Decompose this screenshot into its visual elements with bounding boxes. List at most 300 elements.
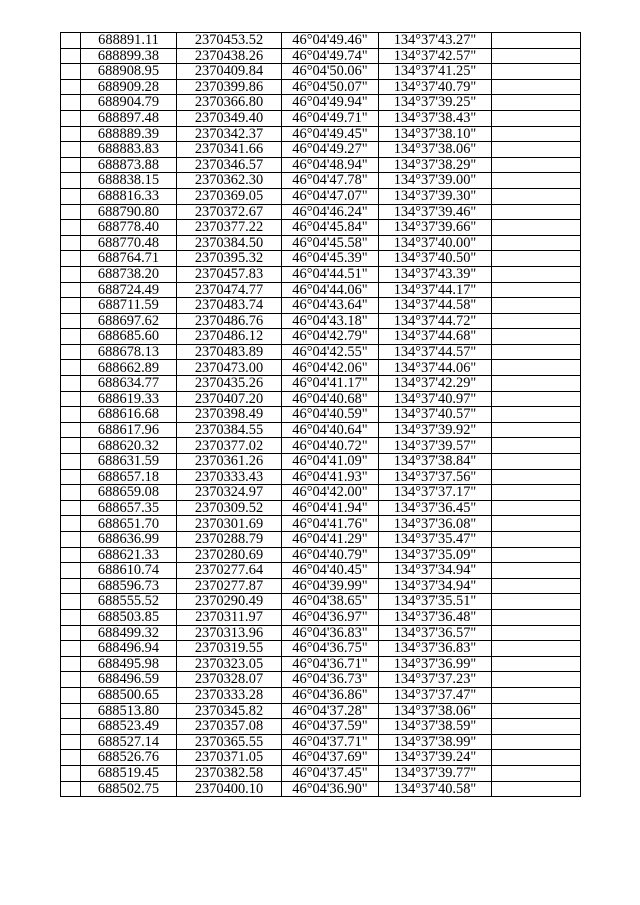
- longitude-cell: 134°37'35.51": [379, 594, 492, 610]
- y-coordinate-cell: 2370333.28: [177, 687, 282, 703]
- blank-trailing-cell: [492, 781, 581, 797]
- blank-trailing-cell: [492, 703, 581, 719]
- blank-trailing-cell: [492, 687, 581, 703]
- blank-trailing-cell: [492, 500, 581, 516]
- blank-trailing-cell: [492, 578, 581, 594]
- table-row: [61, 251, 581, 267]
- longitude-cell: 134°37'36.83": [379, 641, 492, 657]
- blank-leading-cell: [61, 95, 81, 111]
- table-row: [61, 313, 581, 329]
- latitude-cell: 46°04'37.59": [282, 719, 379, 735]
- blank-trailing-cell: [492, 594, 581, 610]
- blank-trailing-cell: [492, 157, 581, 173]
- latitude-cell: 46°04'49.27": [282, 142, 379, 158]
- table-row: [61, 110, 581, 126]
- latitude-cell: 46°04'40.79": [282, 547, 379, 563]
- latitude-cell: 46°04'40.72": [282, 438, 379, 454]
- longitude-cell: 134°37'39.57": [379, 438, 492, 454]
- table-row: [61, 33, 581, 49]
- longitude-cell: 134°37'34.94": [379, 563, 492, 579]
- table-row: [61, 734, 581, 750]
- longitude-cell: 134°37'44.57": [379, 344, 492, 360]
- y-coordinate-cell: 2370280.69: [177, 547, 282, 563]
- y-coordinate-cell: 2370345.82: [177, 703, 282, 719]
- y-coordinate-cell: 2370384.50: [177, 235, 282, 251]
- x-coordinate-cell: 688500.65: [81, 687, 177, 703]
- table-row: [61, 376, 581, 392]
- blank-leading-cell: [61, 454, 81, 470]
- latitude-cell: 46°04'49.94": [282, 95, 379, 111]
- latitude-cell: 46°04'36.86": [282, 687, 379, 703]
- x-coordinate-cell: 688527.14: [81, 734, 177, 750]
- y-coordinate-cell: 2370369.05: [177, 188, 282, 204]
- blank-trailing-cell: [492, 329, 581, 345]
- longitude-cell: 134°37'38.06": [379, 142, 492, 158]
- x-coordinate-cell: 688889.39: [81, 126, 177, 142]
- y-coordinate-cell: 2370377.02: [177, 438, 282, 454]
- table-row: [61, 500, 581, 516]
- longitude-cell: 134°37'44.06": [379, 360, 492, 376]
- blank-leading-cell: [61, 422, 81, 438]
- table-row: [61, 578, 581, 594]
- y-coordinate-cell: 2370309.52: [177, 500, 282, 516]
- x-coordinate-cell: 688620.32: [81, 438, 177, 454]
- latitude-cell: 46°04'48.94": [282, 157, 379, 173]
- blank-leading-cell: [61, 578, 81, 594]
- y-coordinate-cell: 2370313.96: [177, 625, 282, 641]
- y-coordinate-cell: 2370365.55: [177, 734, 282, 750]
- y-coordinate-cell: 2370319.55: [177, 641, 282, 657]
- x-coordinate-cell: 688555.52: [81, 594, 177, 610]
- y-coordinate-cell: 2370323.05: [177, 656, 282, 672]
- blank-leading-cell: [61, 173, 81, 189]
- latitude-cell: 46°04'40.64": [282, 422, 379, 438]
- blank-leading-cell: [61, 734, 81, 750]
- x-coordinate-cell: 688790.80: [81, 204, 177, 220]
- y-coordinate-cell: 2370486.76: [177, 313, 282, 329]
- y-coordinate-cell: 2370342.37: [177, 126, 282, 142]
- longitude-cell: 134°37'38.29": [379, 157, 492, 173]
- blank-leading-cell: [61, 110, 81, 126]
- blank-leading-cell: [61, 516, 81, 532]
- blank-trailing-cell: [492, 454, 581, 470]
- x-coordinate-cell: 688526.76: [81, 750, 177, 766]
- x-coordinate-cell: 688904.79: [81, 95, 177, 111]
- latitude-cell: 46°04'42.06": [282, 360, 379, 376]
- longitude-cell: 134°37'40.79": [379, 79, 492, 95]
- blank-leading-cell: [61, 282, 81, 298]
- x-coordinate-cell: 688619.33: [81, 391, 177, 407]
- latitude-cell: 46°04'41.09": [282, 454, 379, 470]
- table-row: [61, 438, 581, 454]
- table-row: [61, 360, 581, 376]
- x-coordinate-cell: 688909.28: [81, 79, 177, 95]
- x-coordinate-cell: 688617.96: [81, 422, 177, 438]
- x-coordinate-cell: 688873.88: [81, 157, 177, 173]
- longitude-cell: 134°37'35.47": [379, 532, 492, 548]
- latitude-cell: 46°04'36.73": [282, 672, 379, 688]
- blank-leading-cell: [61, 781, 81, 797]
- blank-trailing-cell: [492, 469, 581, 485]
- table-row: [61, 329, 581, 345]
- longitude-cell: 134°37'42.57": [379, 48, 492, 64]
- coordinates-table: [60, 32, 581, 797]
- longitude-cell: 134°37'39.30": [379, 188, 492, 204]
- table-row: [61, 282, 581, 298]
- longitude-cell: 134°37'37.56": [379, 469, 492, 485]
- latitude-cell: 46°04'36.75": [282, 641, 379, 657]
- table-row: [61, 703, 581, 719]
- latitude-cell: 46°04'36.97": [282, 609, 379, 625]
- table-row: [61, 95, 581, 111]
- latitude-cell: 46°04'45.84": [282, 220, 379, 236]
- longitude-cell: 134°37'43.39": [379, 266, 492, 282]
- x-coordinate-cell: 688764.71: [81, 251, 177, 267]
- blank-trailing-cell: [492, 266, 581, 282]
- longitude-cell: 134°37'43.27": [379, 33, 492, 49]
- longitude-cell: 134°37'37.47": [379, 687, 492, 703]
- blank-trailing-cell: [492, 532, 581, 548]
- longitude-cell: 134°37'40.57": [379, 407, 492, 423]
- longitude-cell: 134°37'36.45": [379, 500, 492, 516]
- table-row: [61, 235, 581, 251]
- x-coordinate-cell: 688899.38: [81, 48, 177, 64]
- y-coordinate-cell: 2370377.22: [177, 220, 282, 236]
- x-coordinate-cell: 688662.89: [81, 360, 177, 376]
- x-coordinate-cell: 688838.15: [81, 173, 177, 189]
- blank-trailing-cell: [492, 547, 581, 563]
- x-coordinate-cell: 688496.94: [81, 641, 177, 657]
- blank-trailing-cell: [492, 719, 581, 735]
- blank-leading-cell: [61, 344, 81, 360]
- longitude-cell: 134°37'39.24": [379, 750, 492, 766]
- latitude-cell: 46°04'43.64": [282, 298, 379, 314]
- y-coordinate-cell: 2370311.97: [177, 609, 282, 625]
- x-coordinate-cell: 688502.75: [81, 781, 177, 797]
- latitude-cell: 46°04'43.18": [282, 313, 379, 329]
- blank-leading-cell: [61, 376, 81, 392]
- y-coordinate-cell: 2370384.55: [177, 422, 282, 438]
- blank-leading-cell: [61, 687, 81, 703]
- longitude-cell: 134°37'38.06": [379, 703, 492, 719]
- x-coordinate-cell: 688616.68: [81, 407, 177, 423]
- longitude-cell: 134°37'38.10": [379, 126, 492, 142]
- table-row: [61, 594, 581, 610]
- latitude-cell: 46°04'49.46": [282, 33, 379, 49]
- table-row: [61, 48, 581, 64]
- y-coordinate-cell: 2370361.26: [177, 454, 282, 470]
- x-coordinate-cell: 688636.99: [81, 532, 177, 548]
- table-row: [61, 454, 581, 470]
- y-coordinate-cell: 2370473.00: [177, 360, 282, 376]
- blank-trailing-cell: [492, 110, 581, 126]
- blank-trailing-cell: [492, 516, 581, 532]
- x-coordinate-cell: 688657.35: [81, 500, 177, 516]
- table-row: [61, 188, 581, 204]
- blank-trailing-cell: [492, 235, 581, 251]
- y-coordinate-cell: 2370277.64: [177, 563, 282, 579]
- latitude-cell: 46°04'36.90": [282, 781, 379, 797]
- y-coordinate-cell: 2370372.67: [177, 204, 282, 220]
- blank-leading-cell: [61, 188, 81, 204]
- x-coordinate-cell: 688631.59: [81, 454, 177, 470]
- blank-leading-cell: [61, 656, 81, 672]
- x-coordinate-cell: 688499.32: [81, 625, 177, 641]
- blank-leading-cell: [61, 204, 81, 220]
- blank-trailing-cell: [492, 79, 581, 95]
- table-row: [61, 563, 581, 579]
- y-coordinate-cell: 2370346.57: [177, 157, 282, 173]
- blank-leading-cell: [61, 609, 81, 625]
- longitude-cell: 134°37'42.29": [379, 376, 492, 392]
- blank-leading-cell: [61, 672, 81, 688]
- latitude-cell: 46°04'37.71": [282, 734, 379, 750]
- table-row: [61, 625, 581, 641]
- blank-trailing-cell: [492, 313, 581, 329]
- x-coordinate-cell: 688621.33: [81, 547, 177, 563]
- x-coordinate-cell: 688651.70: [81, 516, 177, 532]
- latitude-cell: 46°04'37.69": [282, 750, 379, 766]
- blank-leading-cell: [61, 266, 81, 282]
- blank-trailing-cell: [492, 765, 581, 781]
- latitude-cell: 46°04'49.74": [282, 48, 379, 64]
- table-row: [61, 547, 581, 563]
- table-row: [61, 719, 581, 735]
- y-coordinate-cell: 2370398.49: [177, 407, 282, 423]
- blank-trailing-cell: [492, 641, 581, 657]
- blank-leading-cell: [61, 641, 81, 657]
- blank-trailing-cell: [492, 251, 581, 267]
- blank-trailing-cell: [492, 95, 581, 111]
- longitude-cell: 134°37'36.57": [379, 625, 492, 641]
- blank-leading-cell: [61, 750, 81, 766]
- longitude-cell: 134°37'37.23": [379, 672, 492, 688]
- latitude-cell: 46°04'47.07": [282, 188, 379, 204]
- x-coordinate-cell: 688523.49: [81, 719, 177, 735]
- blank-trailing-cell: [492, 64, 581, 80]
- table-row: [61, 173, 581, 189]
- latitude-cell: 46°04'39.99": [282, 578, 379, 594]
- latitude-cell: 46°04'37.28": [282, 703, 379, 719]
- table-row: [61, 204, 581, 220]
- latitude-cell: 46°04'41.76": [282, 516, 379, 532]
- blank-leading-cell: [61, 33, 81, 49]
- y-coordinate-cell: 2370395.32: [177, 251, 282, 267]
- table-row: [61, 391, 581, 407]
- blank-leading-cell: [61, 625, 81, 641]
- blank-trailing-cell: [492, 563, 581, 579]
- y-coordinate-cell: 2370483.89: [177, 344, 282, 360]
- latitude-cell: 46°04'44.51": [282, 266, 379, 282]
- y-coordinate-cell: 2370277.87: [177, 578, 282, 594]
- blank-trailing-cell: [492, 282, 581, 298]
- longitude-cell: 134°37'34.94": [379, 578, 492, 594]
- latitude-cell: 46°04'45.58": [282, 235, 379, 251]
- y-coordinate-cell: 2370362.30: [177, 173, 282, 189]
- table-row: [61, 687, 581, 703]
- y-coordinate-cell: 2370366.80: [177, 95, 282, 111]
- blank-trailing-cell: [492, 609, 581, 625]
- x-coordinate-cell: 688495.98: [81, 656, 177, 672]
- blank-leading-cell: [61, 594, 81, 610]
- table-row: [61, 266, 581, 282]
- longitude-cell: 134°37'41.25": [379, 64, 492, 80]
- longitude-cell: 134°37'35.09": [379, 547, 492, 563]
- table-row: [61, 407, 581, 423]
- latitude-cell: 46°04'40.45": [282, 563, 379, 579]
- x-coordinate-cell: 688659.08: [81, 485, 177, 501]
- x-coordinate-cell: 688724.49: [81, 282, 177, 298]
- longitude-cell: 134°37'40.97": [379, 391, 492, 407]
- latitude-cell: 46°04'50.07": [282, 79, 379, 95]
- latitude-cell: 46°04'36.83": [282, 625, 379, 641]
- latitude-cell: 46°04'46.24": [282, 204, 379, 220]
- blank-trailing-cell: [492, 188, 581, 204]
- longitude-cell: 134°37'44.17": [379, 282, 492, 298]
- blank-leading-cell: [61, 500, 81, 516]
- blank-leading-cell: [61, 547, 81, 563]
- table-row: [61, 656, 581, 672]
- blank-leading-cell: [61, 765, 81, 781]
- x-coordinate-cell: 688596.73: [81, 578, 177, 594]
- longitude-cell: 134°37'37.17": [379, 485, 492, 501]
- latitude-cell: 46°04'36.71": [282, 656, 379, 672]
- longitude-cell: 134°37'36.99": [379, 656, 492, 672]
- longitude-cell: 134°37'39.00": [379, 173, 492, 189]
- blank-leading-cell: [61, 329, 81, 345]
- blank-trailing-cell: [492, 656, 581, 672]
- blank-leading-cell: [61, 79, 81, 95]
- table-row: [61, 469, 581, 485]
- blank-trailing-cell: [492, 391, 581, 407]
- blank-trailing-cell: [492, 344, 581, 360]
- blank-trailing-cell: [492, 142, 581, 158]
- latitude-cell: 46°04'49.45": [282, 126, 379, 142]
- table-row: [61, 641, 581, 657]
- x-coordinate-cell: 688891.11: [81, 33, 177, 49]
- blank-trailing-cell: [492, 438, 581, 454]
- blank-trailing-cell: [492, 204, 581, 220]
- longitude-cell: 134°37'44.68": [379, 329, 492, 345]
- latitude-cell: 46°04'42.00": [282, 485, 379, 501]
- blank-trailing-cell: [492, 360, 581, 376]
- blank-trailing-cell: [492, 33, 581, 49]
- longitude-cell: 134°37'44.58": [379, 298, 492, 314]
- y-coordinate-cell: 2370407.20: [177, 391, 282, 407]
- y-coordinate-cell: 2370357.08: [177, 719, 282, 735]
- latitude-cell: 46°04'37.45": [282, 765, 379, 781]
- blank-trailing-cell: [492, 298, 581, 314]
- x-coordinate-cell: 688897.48: [81, 110, 177, 126]
- blank-trailing-cell: [492, 173, 581, 189]
- blank-leading-cell: [61, 142, 81, 158]
- table-row: [61, 765, 581, 781]
- longitude-cell: 134°37'44.72": [379, 313, 492, 329]
- y-coordinate-cell: 2370349.40: [177, 110, 282, 126]
- blank-leading-cell: [61, 391, 81, 407]
- table-row: [61, 298, 581, 314]
- x-coordinate-cell: 688778.40: [81, 220, 177, 236]
- blank-leading-cell: [61, 298, 81, 314]
- latitude-cell: 46°04'44.06": [282, 282, 379, 298]
- y-coordinate-cell: 2370341.66: [177, 142, 282, 158]
- blank-trailing-cell: [492, 422, 581, 438]
- y-coordinate-cell: 2370371.05: [177, 750, 282, 766]
- y-coordinate-cell: 2370288.79: [177, 532, 282, 548]
- y-coordinate-cell: 2370483.74: [177, 298, 282, 314]
- y-coordinate-cell: 2370324.97: [177, 485, 282, 501]
- table-row: [61, 157, 581, 173]
- blank-trailing-cell: [492, 485, 581, 501]
- x-coordinate-cell: 688519.45: [81, 765, 177, 781]
- x-coordinate-cell: 688711.59: [81, 298, 177, 314]
- blank-trailing-cell: [492, 376, 581, 392]
- x-coordinate-cell: 688610.74: [81, 563, 177, 579]
- longitude-cell: 134°37'36.08": [379, 516, 492, 532]
- longitude-cell: 134°37'39.92": [379, 422, 492, 438]
- blank-leading-cell: [61, 703, 81, 719]
- y-coordinate-cell: 2370409.84: [177, 64, 282, 80]
- blank-trailing-cell: [492, 672, 581, 688]
- blank-leading-cell: [61, 532, 81, 548]
- y-coordinate-cell: 2370474.77: [177, 282, 282, 298]
- table-row: [61, 79, 581, 95]
- x-coordinate-cell: 688738.20: [81, 266, 177, 282]
- blank-leading-cell: [61, 235, 81, 251]
- latitude-cell: 46°04'47.78": [282, 173, 379, 189]
- longitude-cell: 134°37'38.84": [379, 454, 492, 470]
- table-row: [61, 142, 581, 158]
- blank-leading-cell: [61, 407, 81, 423]
- longitude-cell: 134°37'39.46": [379, 204, 492, 220]
- y-coordinate-cell: 2370301.69: [177, 516, 282, 532]
- table-row: [61, 422, 581, 438]
- blank-leading-cell: [61, 64, 81, 80]
- latitude-cell: 46°04'41.94": [282, 500, 379, 516]
- longitude-cell: 134°37'40.58": [379, 781, 492, 797]
- blank-trailing-cell: [492, 126, 581, 142]
- table-row: [61, 516, 581, 532]
- y-coordinate-cell: 2370399.86: [177, 79, 282, 95]
- y-coordinate-cell: 2370486.12: [177, 329, 282, 345]
- y-coordinate-cell: 2370328.07: [177, 672, 282, 688]
- longitude-cell: 134°37'38.59": [379, 719, 492, 735]
- y-coordinate-cell: 2370333.43: [177, 469, 282, 485]
- blank-leading-cell: [61, 563, 81, 579]
- latitude-cell: 46°04'41.29": [282, 532, 379, 548]
- blank-trailing-cell: [492, 750, 581, 766]
- x-coordinate-cell: 688685.60: [81, 329, 177, 345]
- longitude-cell: 134°37'38.99": [379, 734, 492, 750]
- y-coordinate-cell: 2370400.10: [177, 781, 282, 797]
- x-coordinate-cell: 688513.80: [81, 703, 177, 719]
- longitude-cell: 134°37'40.50": [379, 251, 492, 267]
- table-row: [61, 485, 581, 501]
- latitude-cell: 46°04'45.39": [282, 251, 379, 267]
- x-coordinate-cell: 688634.77: [81, 376, 177, 392]
- latitude-cell: 46°04'41.93": [282, 469, 379, 485]
- longitude-cell: 134°37'39.25": [379, 95, 492, 111]
- blank-trailing-cell: [492, 734, 581, 750]
- latitude-cell: 46°04'41.17": [282, 376, 379, 392]
- latitude-cell: 46°04'42.55": [282, 344, 379, 360]
- blank-trailing-cell: [492, 220, 581, 236]
- longitude-cell: 134°37'38.43": [379, 110, 492, 126]
- x-coordinate-cell: 688770.48: [81, 235, 177, 251]
- x-coordinate-cell: 688678.13: [81, 344, 177, 360]
- blank-leading-cell: [61, 157, 81, 173]
- table-row: [61, 220, 581, 236]
